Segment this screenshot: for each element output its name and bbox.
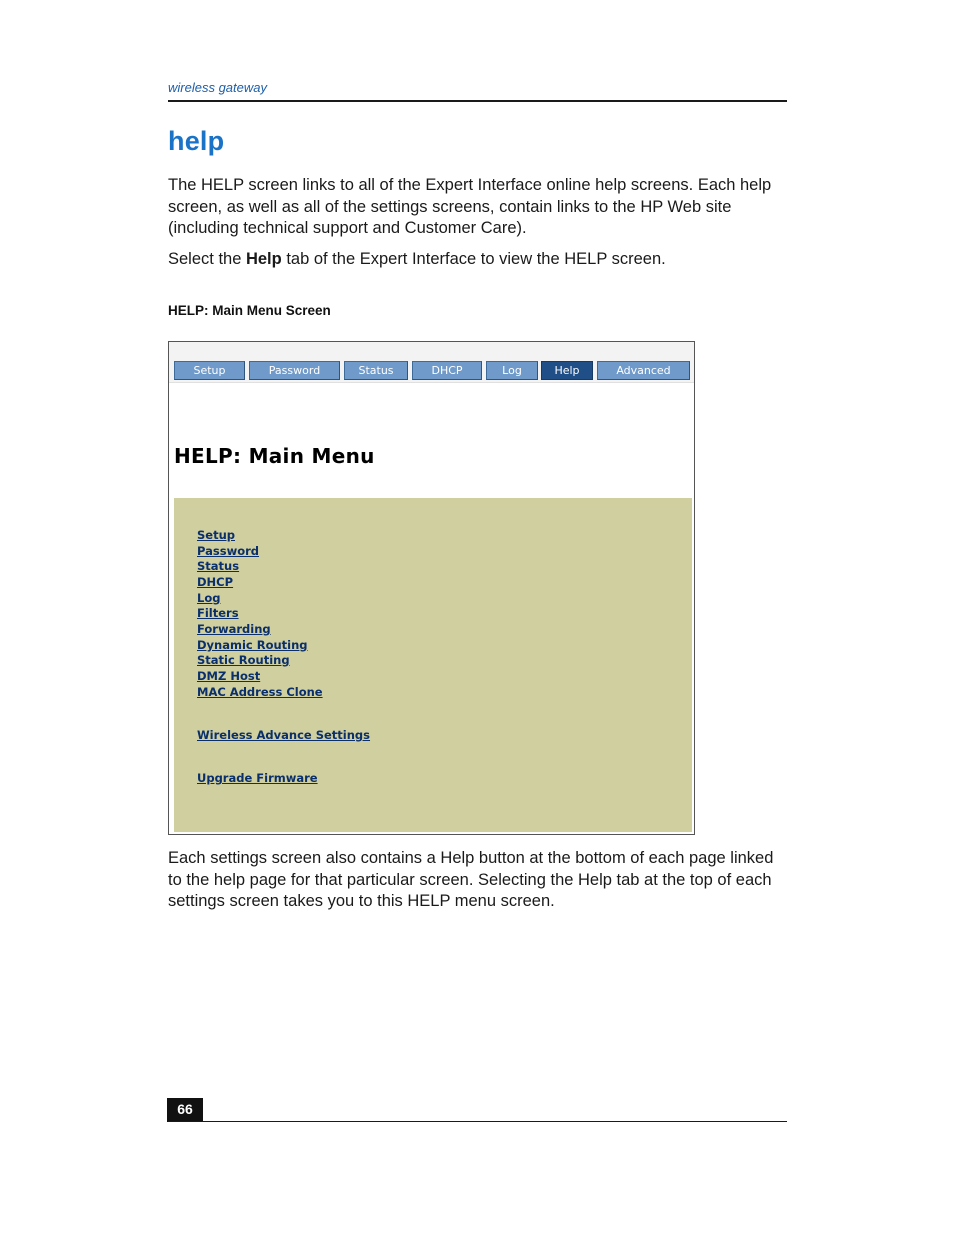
help-link-setup[interactable]: Setup	[197, 528, 235, 542]
tab-bar	[169, 342, 694, 383]
intro-paragraph: The HELP screen links to all of the Expert Interface online help screens. Each help screen, as well as all of the settings screens, contain links to the HP Web site (including technical support and Customer Care).	[168, 176, 772, 237]
tab-status[interactable]: Status	[344, 361, 408, 380]
footer-rule	[168, 1121, 787, 1122]
help-link-password[interactable]: Password	[197, 544, 259, 558]
help-link-dynamic-routing[interactable]: Dynamic Routing	[197, 638, 308, 652]
help-screenshot	[168, 341, 695, 835]
outro-paragraph: Each settings screen also contains a Help button at the bottom of each page linked to the help page for that particular screen. Selecting the Help tab at the top of each settings screen takes you to this HELP menu screen.	[168, 849, 774, 910]
tab-advanced[interactable]: Advanced	[597, 361, 690, 380]
instruction-paragraph	[168, 249, 787, 271]
help-link-forwarding[interactable]: Forwarding	[197, 622, 271, 636]
help-link-filters[interactable]: Filters	[197, 606, 239, 620]
page-title: help	[168, 126, 225, 156]
help-link-dhcp[interactable]: DHCP	[197, 575, 234, 589]
help-menu-panel	[174, 498, 692, 832]
instruction-bold-help: Help	[245, 250, 282, 268]
running-header-title: wireless gateway	[168, 80, 267, 95]
help-main-menu-title: HELP: Main Menu	[174, 444, 375, 468]
help-link-upgrade-firmware[interactable]: Upgrade Firmware	[197, 771, 318, 785]
instruction-text-after: tab of the Expert Interface to view the HELP screen.	[281, 250, 666, 268]
tab-setup[interactable]: Setup	[174, 361, 245, 380]
tab-help[interactable]: Help	[541, 361, 593, 380]
tab-password[interactable]: Password	[249, 361, 340, 380]
instruction-text-before: Select the	[168, 250, 246, 268]
help-link-log[interactable]: Log	[197, 591, 221, 605]
help-link-dmz-host[interactable]: DMZ Host	[197, 669, 261, 683]
tab-dhcp[interactable]: DHCP	[412, 361, 482, 380]
help-link-mac-address-clone[interactable]: MAC Address Clone	[197, 685, 323, 699]
running-header	[168, 80, 787, 102]
help-link-wireless-advance-settings[interactable]: Wireless Advance Settings	[197, 728, 371, 742]
tab-log[interactable]: Log	[486, 361, 538, 380]
page-number: 66	[167, 1098, 203, 1122]
figure-caption: HELP: Main Menu Screen	[168, 303, 331, 318]
help-link-static-routing[interactable]: Static Routing	[197, 653, 290, 667]
help-link-status[interactable]: Status	[197, 559, 240, 573]
